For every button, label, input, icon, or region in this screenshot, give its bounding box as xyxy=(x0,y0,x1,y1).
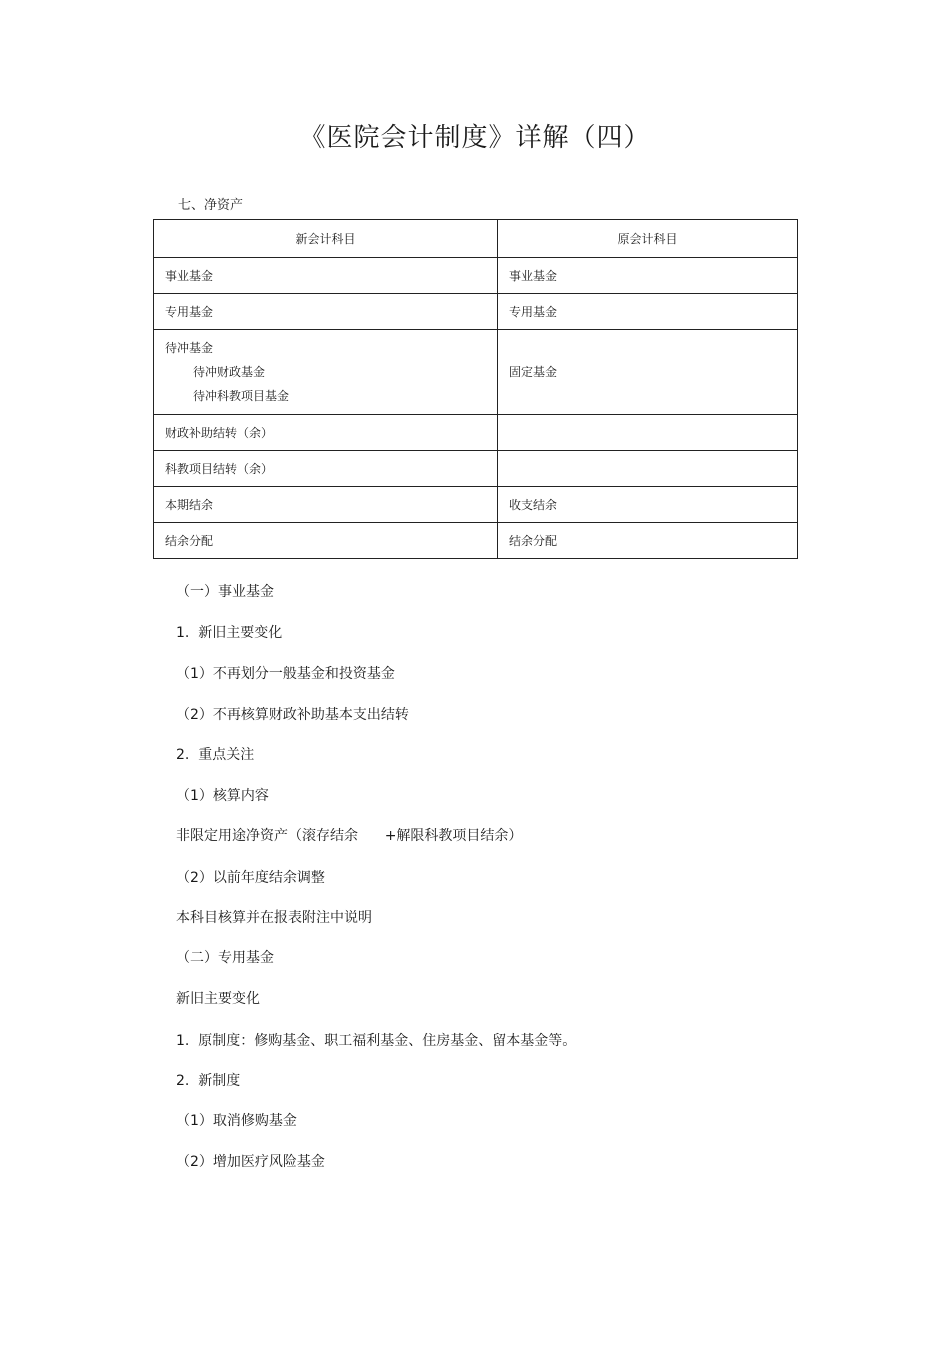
body-text: 本科目核算并在报表附注中说明 xyxy=(176,910,372,926)
list-item: （1）核算内容 xyxy=(176,788,269,804)
account-mapping-table xyxy=(153,219,798,559)
table-row xyxy=(154,523,798,559)
header-new-account: 新会计科目 xyxy=(154,220,498,258)
old-account-cell: 结余分配 xyxy=(498,523,798,559)
new-account-cell: 财政补助结转（余） xyxy=(154,415,498,451)
list-item: （2）增加医疗风险基金 xyxy=(176,1154,325,1170)
old-account-cell xyxy=(498,415,798,451)
table-row xyxy=(154,415,798,451)
section-heading: 七、净资产 xyxy=(178,198,244,213)
subsection-heading: （二）专用基金 xyxy=(176,950,274,966)
list-item: 1. 新旧主要变化 xyxy=(176,625,283,641)
document-title: 《医院会计制度》详解（四） xyxy=(299,123,651,153)
list-item: 2. 重点关注 xyxy=(176,747,255,763)
table-row xyxy=(154,294,798,330)
new-account-sub-item: 待冲科教项目基金 xyxy=(193,389,290,403)
table-row xyxy=(154,451,798,487)
new-account-cell: 结余分配 xyxy=(154,523,498,559)
list-item: （2）不再核算财政补助基本支出结转 xyxy=(176,707,409,723)
new-account-cell: 科教项目结转（余） xyxy=(154,451,498,487)
new-account-cell: 专用基金 xyxy=(154,294,498,330)
body-text: 非限定用途净资产（滚存结余 +解限科教项目结余） xyxy=(176,828,523,844)
list-item: 2. 新制度 xyxy=(176,1073,241,1089)
table-row xyxy=(154,258,798,294)
old-account-cell: 固定基金 xyxy=(498,330,798,415)
new-account-sub-item: 待冲财政基金 xyxy=(193,365,266,379)
new-account-cell: 本期结余 xyxy=(154,487,498,523)
list-item: （2）以前年度结余调整 xyxy=(176,870,325,886)
table-row xyxy=(154,487,798,523)
old-account-cell: 收支结余 xyxy=(498,487,798,523)
old-account-cell: 专用基金 xyxy=(498,294,798,330)
list-item: （1）不再划分一般基金和投资基金 xyxy=(176,666,395,682)
old-account-cell: 事业基金 xyxy=(498,258,798,294)
new-account-main: 待冲基金 xyxy=(165,341,214,355)
new-account-cell xyxy=(154,330,498,415)
table-header-row xyxy=(154,220,798,258)
list-item: （1）取消修购基金 xyxy=(176,1113,297,1129)
table-row xyxy=(154,330,798,415)
old-account-cell xyxy=(498,451,798,487)
new-account-cell: 事业基金 xyxy=(154,258,498,294)
header-old-account: 原会计科目 xyxy=(498,220,798,258)
subsection-heading: （一）事业基金 xyxy=(176,584,274,600)
list-item: 1. 原制度：修购基金、职工福利基金、住房基金、留本基金等。 xyxy=(176,1033,577,1049)
body-text: 新旧主要变化 xyxy=(176,991,260,1007)
